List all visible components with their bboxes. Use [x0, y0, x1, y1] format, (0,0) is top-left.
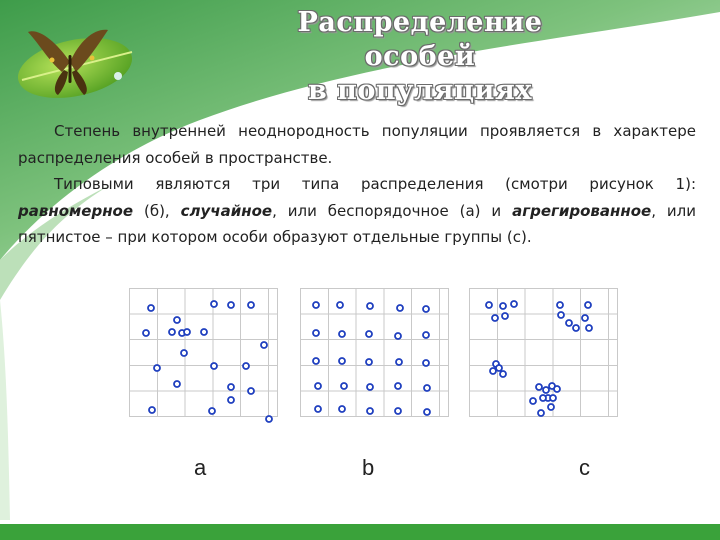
- distribution-figure: [124, 283, 614, 488]
- panel-uniform: [300, 288, 449, 417]
- dot-plot: [300, 288, 448, 426]
- term-random-rest: , или беспорядочное (а) и: [272, 201, 513, 220]
- individual-dot: [423, 306, 429, 312]
- individual-dot: [536, 384, 542, 390]
- individual-dot: [586, 325, 592, 331]
- individual-dot: [341, 383, 347, 389]
- individual-dot: [573, 325, 579, 331]
- individual-dot: [337, 302, 343, 308]
- individual-dot: [423, 332, 429, 338]
- figure-label-a: a: [194, 455, 207, 480]
- individual-dot: [209, 408, 215, 414]
- p2-intro: Типовыми являются три типа распределения (смотри рисунок 1):: [54, 175, 696, 193]
- individual-dot: [266, 416, 272, 422]
- individual-dot: [315, 406, 321, 412]
- individual-dot: [313, 358, 319, 364]
- individual-dot: [566, 320, 572, 326]
- individual-dot: [423, 360, 429, 366]
- bottom-accent-bar: [0, 524, 720, 540]
- individual-dot: [543, 387, 549, 393]
- individual-dot: [261, 342, 267, 348]
- individual-dot: [496, 365, 502, 371]
- individual-dot: [339, 406, 345, 412]
- dot-plot: [469, 288, 617, 426]
- panel-random: [129, 288, 278, 417]
- panel-aggregated: [469, 288, 618, 417]
- individual-dot: [367, 303, 373, 309]
- individual-dot: [396, 359, 402, 365]
- individual-dot: [201, 329, 207, 335]
- individual-dot: [243, 363, 249, 369]
- individual-dot: [500, 303, 506, 309]
- individual-dot: [511, 301, 517, 307]
- individual-dot: [557, 302, 563, 308]
- individual-dot: [550, 395, 556, 401]
- individual-dot: [181, 350, 187, 356]
- individual-dot: [211, 363, 217, 369]
- individual-dot: [339, 358, 345, 364]
- dot-plot: [129, 288, 277, 426]
- individual-dot: [248, 388, 254, 394]
- individual-dot: [395, 408, 401, 414]
- individual-dot: [486, 302, 492, 308]
- individual-dot: [184, 329, 190, 335]
- figure-label-c: c: [579, 455, 590, 480]
- individual-dot: [313, 330, 319, 336]
- term-uniform: равномерное: [18, 201, 134, 220]
- body-text: [18, 118, 696, 251]
- individual-dot: [582, 315, 588, 321]
- individual-dot: [248, 302, 254, 308]
- individual-dot: [530, 398, 536, 404]
- individual-dot: [367, 408, 373, 414]
- individual-dot: [228, 302, 234, 308]
- individual-dot: [149, 407, 155, 413]
- individual-dot: [424, 409, 430, 415]
- individual-dot: [585, 302, 591, 308]
- individual-dot: [315, 383, 321, 389]
- individual-dot: [169, 329, 175, 335]
- individual-dot: [228, 384, 234, 390]
- individual-dot: [366, 359, 372, 365]
- individual-dot: [395, 333, 401, 339]
- individual-dot: [154, 365, 160, 371]
- individual-dot: [228, 397, 234, 403]
- figure-label-b: b: [362, 455, 375, 480]
- title-line-2: в популяциях: [308, 75, 532, 106]
- individual-dot: [143, 330, 149, 336]
- individual-dot: [538, 410, 544, 416]
- page-title: [250, 6, 590, 108]
- individual-dot: [540, 395, 546, 401]
- individual-dot: [174, 317, 180, 323]
- term-uniform-ref: (б),: [133, 201, 181, 220]
- individual-dot: [148, 305, 154, 311]
- individual-dot: [313, 302, 319, 308]
- individual-dot: [490, 368, 496, 374]
- paragraph-1: Степень внутренней неоднородность популяции проявляется в характере распределения особей в пространстве.: [18, 122, 696, 167]
- individual-dot: [339, 331, 345, 337]
- individual-dot: [366, 331, 372, 337]
- individual-dot: [500, 371, 506, 377]
- individual-dot: [395, 383, 401, 389]
- individual-dot: [492, 315, 498, 321]
- individual-dot: [554, 386, 560, 392]
- individual-dot: [211, 301, 217, 307]
- individual-dot: [424, 385, 430, 391]
- title-line-1: Распределение особей: [297, 7, 543, 72]
- term-aggregated: агрегированное: [512, 201, 652, 220]
- individual-dot: [174, 381, 180, 387]
- individual-dot: [548, 404, 554, 410]
- individual-dot: [367, 384, 373, 390]
- individual-dot: [397, 305, 403, 311]
- individual-dot: [558, 312, 564, 318]
- individual-dot: [502, 313, 508, 319]
- term-aggregated-rest: , или пятнистое – при котором особи образуют отдельные группы (с).: [18, 201, 697, 246]
- paragraph-2: [18, 171, 696, 251]
- term-random: случайное: [180, 201, 273, 220]
